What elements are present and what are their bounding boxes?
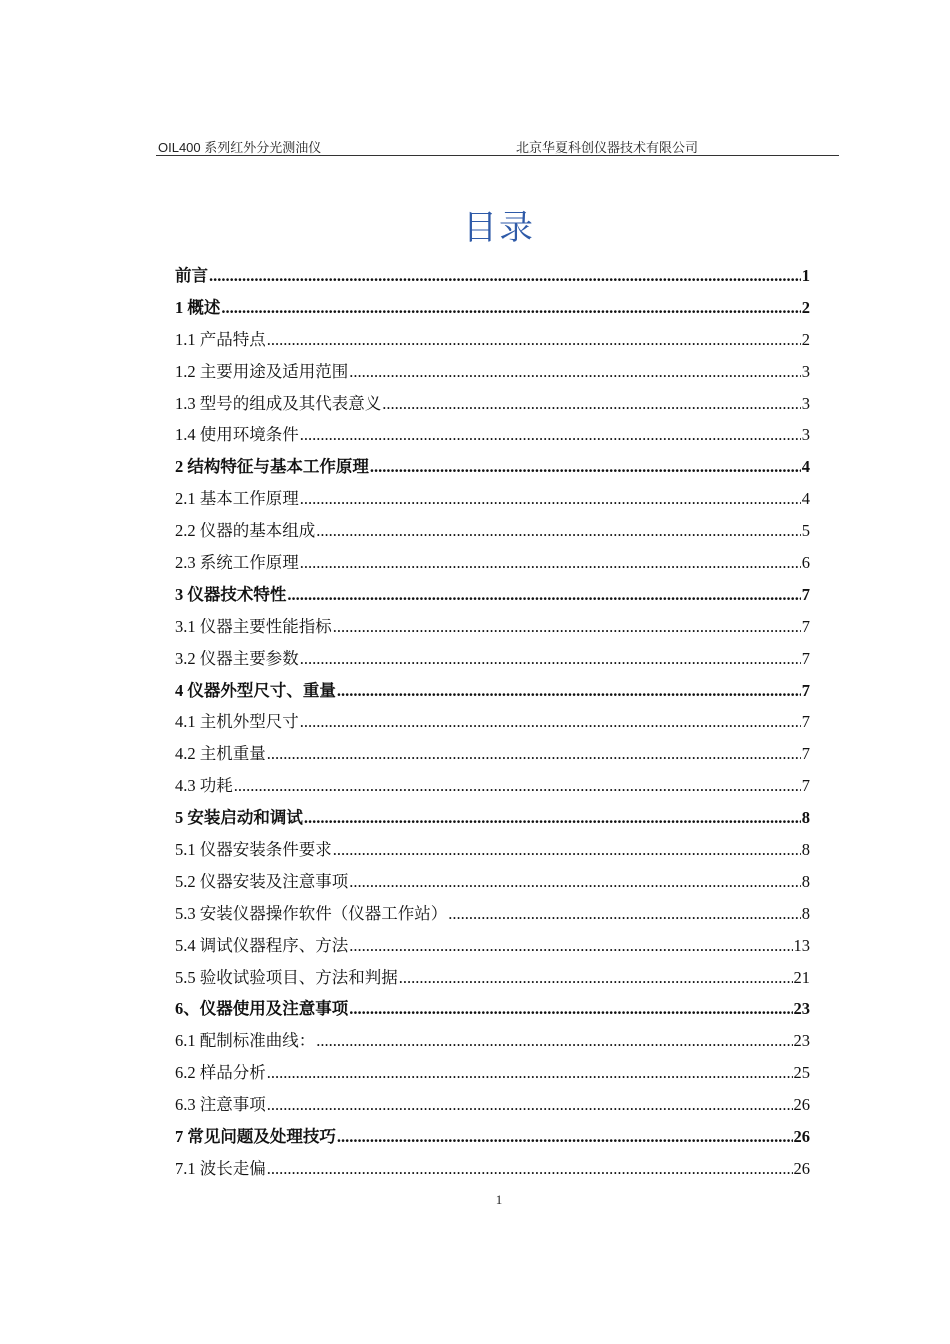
- toc-entry[interactable]: [175, 613, 810, 645]
- toc-entry[interactable]: [175, 772, 810, 804]
- toc-leader-dots: [337, 681, 801, 701]
- toc-leader-dots: [300, 489, 801, 509]
- toc-leader-dots: [370, 457, 801, 477]
- toc-leader-dots: [337, 1127, 793, 1147]
- toc-leader-dots: [267, 1063, 793, 1083]
- toc-entry-page: 25: [793, 1063, 810, 1083]
- toc-entry-page: 26: [793, 1095, 810, 1115]
- toc-entry-page: 8: [801, 903, 810, 923]
- toc-entry-label: 5.1 仪器安装条件要求: [175, 840, 332, 860]
- toc-entry-label: 5.3 安装仪器操作软件（仪器工作站）: [175, 903, 448, 923]
- toc-entry-label: 7.1 波长走偏: [175, 1158, 266, 1178]
- toc-entry-page: 5: [801, 521, 810, 541]
- toc-entry[interactable]: [175, 708, 810, 740]
- toc-leader-dots: [316, 1031, 792, 1051]
- toc-entry-label: 7 常见问题及处理技巧: [175, 1127, 336, 1147]
- toc-leader-dots: [267, 1159, 793, 1179]
- header-company: 北京华夏科创仪器技术有限公司: [516, 140, 699, 155]
- toc-entry-label: 5.4 调试仪器程序、方法: [175, 935, 349, 955]
- toc-leader-dots: [304, 808, 801, 828]
- toc-leader-dots: [399, 968, 793, 988]
- toc-entry-label: 4.2 主机重量: [175, 744, 266, 764]
- toc-entry-label: 6.3 注意事项: [175, 1095, 266, 1115]
- toc-entry[interactable]: [175, 549, 810, 581]
- toc-leader-dots: [333, 840, 801, 860]
- toc-entry[interactable]: [175, 262, 810, 294]
- toc-entry[interactable]: [175, 390, 810, 422]
- toc-entry-label: 2 结构特征与基本工作原理: [175, 457, 369, 477]
- toc-entry[interactable]: [175, 485, 810, 517]
- toc-leader-dots: [349, 872, 801, 892]
- page-header: [156, 133, 839, 156]
- toc-entry-label: 4.3 功耗: [175, 776, 233, 796]
- toc-entry-page: 7: [801, 584, 810, 604]
- toc-entry-label: 4 仪器外型尺寸、重量: [175, 680, 336, 700]
- toc-leader-dots: [221, 298, 800, 318]
- toc-entry[interactable]: [175, 740, 810, 772]
- toc-entry-page: 7: [801, 712, 810, 732]
- toc-leader-dots: [209, 266, 801, 286]
- toc-leader-dots: [300, 553, 801, 573]
- toc-entry-page: 13: [793, 935, 810, 955]
- toc-entry[interactable]: [175, 804, 810, 836]
- toc-entry-page: 21: [793, 967, 810, 987]
- toc-entry[interactable]: [175, 677, 810, 709]
- toc-entry-label: 2.3 系统工作原理: [175, 553, 299, 573]
- toc-entry-page: 23: [793, 999, 810, 1019]
- toc-entry-label: 2.2 仪器的基本组成: [175, 521, 316, 541]
- toc-leader-dots: [316, 521, 801, 541]
- toc-leader-dots: [349, 362, 801, 382]
- header-doc-title: OIL400 系列红外分光测油仪: [158, 140, 322, 155]
- toc-entry-page: 8: [801, 840, 810, 860]
- toc-entry[interactable]: [175, 900, 810, 932]
- toc-entry-label: 前言: [175, 266, 208, 285]
- page-number: 1: [495, 1192, 503, 1207]
- toc-entry-label: 1 概述: [175, 297, 221, 317]
- toc-entry-label: 5.5 验收试验项目、方法和判据: [175, 967, 398, 987]
- toc-entry-page: 7: [801, 744, 810, 764]
- toc-entry[interactable]: [175, 358, 810, 390]
- toc-leader-dots: [300, 712, 801, 732]
- toc-entry[interactable]: [175, 995, 810, 1027]
- toc-leader-dots: [300, 425, 801, 445]
- toc-entry-page: 26: [793, 1158, 810, 1178]
- toc-entry[interactable]: [175, 581, 810, 613]
- toc-entry-label: 3.2 仪器主要参数: [175, 648, 299, 668]
- toc-entry[interactable]: [175, 1123, 810, 1155]
- toc-entry[interactable]: [175, 932, 810, 964]
- toc-entry-label: 6、仪器使用及注意事项: [175, 999, 349, 1019]
- toc-entry[interactable]: [175, 1059, 810, 1091]
- toc-entry-label: 3.1 仪器主要性能指标: [175, 616, 332, 636]
- toc-entry[interactable]: [175, 645, 810, 677]
- toc-entry-label: 1.3 型号的组成及其代表意义: [175, 393, 382, 413]
- toc-entry[interactable]: [175, 453, 810, 485]
- toc-leader-dots: [267, 744, 801, 764]
- toc-entry-page: 2: [801, 329, 810, 349]
- toc-entry-page: 3: [801, 425, 810, 445]
- toc-leader-dots: [287, 585, 800, 605]
- toc-leader-dots: [333, 617, 801, 637]
- toc-entry-label: 1.2 主要用途及适用范围: [175, 361, 349, 381]
- toc-entry-page: 8: [801, 871, 810, 891]
- toc-entry-page: 23: [793, 1031, 810, 1051]
- toc-entry[interactable]: [175, 294, 810, 326]
- toc-entry-page: 7: [801, 680, 810, 700]
- toc-entry[interactable]: [175, 326, 810, 358]
- toc-entry[interactable]: [175, 1091, 810, 1123]
- toc-entry-label: 6.1 配制标准曲线：: [175, 1031, 316, 1051]
- table-of-contents: [175, 262, 810, 1187]
- toc-entry[interactable]: [175, 868, 810, 900]
- toc-leader-dots: [349, 999, 792, 1019]
- toc-leader-dots: [234, 776, 801, 796]
- toc-title: 目录: [463, 208, 535, 248]
- toc-entry-page: 26: [793, 1127, 810, 1147]
- toc-entry-page: 3: [801, 361, 810, 381]
- toc-entry-label: 1.1 产品特点: [175, 329, 266, 349]
- toc-entry-label: 5.2 仪器安装及注意事项: [175, 871, 349, 891]
- toc-entry[interactable]: [175, 964, 810, 996]
- toc-entry-page: 4: [801, 489, 810, 509]
- toc-entry-page: 7: [801, 648, 810, 668]
- toc-entry-label: 4.1 主机外型尺寸: [175, 712, 299, 732]
- toc-leader-dots: [267, 1095, 793, 1115]
- toc-leader-dots: [349, 936, 792, 956]
- toc-entry-label: 3 仪器技术特性: [175, 584, 287, 604]
- toc-entry[interactable]: [175, 1027, 810, 1059]
- toc-entry[interactable]: [175, 1155, 810, 1187]
- toc-entry-page: 6: [801, 553, 810, 573]
- toc-leader-dots: [448, 904, 801, 924]
- toc-entry-page: 2: [801, 297, 810, 317]
- toc-leader-dots: [382, 394, 801, 414]
- toc-entry-label: 2.1 基本工作原理: [175, 489, 299, 509]
- toc-entry[interactable]: [175, 836, 810, 868]
- toc-entry-page: 4: [801, 457, 810, 477]
- toc-entry-label: 5 安装启动和调试: [175, 808, 303, 828]
- toc-entry[interactable]: [175, 517, 810, 549]
- toc-entry[interactable]: [175, 421, 810, 453]
- toc-leader-dots: [267, 330, 801, 350]
- toc-entry-page: 7: [801, 616, 810, 636]
- toc-entry-page: 3: [801, 393, 810, 413]
- toc-entry-label: 1.4 使用环境条件: [175, 425, 299, 445]
- toc-entry-page: 7: [801, 776, 810, 796]
- toc-entry-page: 1: [801, 266, 810, 285]
- toc-leader-dots: [300, 649, 801, 669]
- toc-entry-page: 8: [801, 808, 810, 828]
- toc-entry-label: 6.2 样品分析: [175, 1063, 266, 1083]
